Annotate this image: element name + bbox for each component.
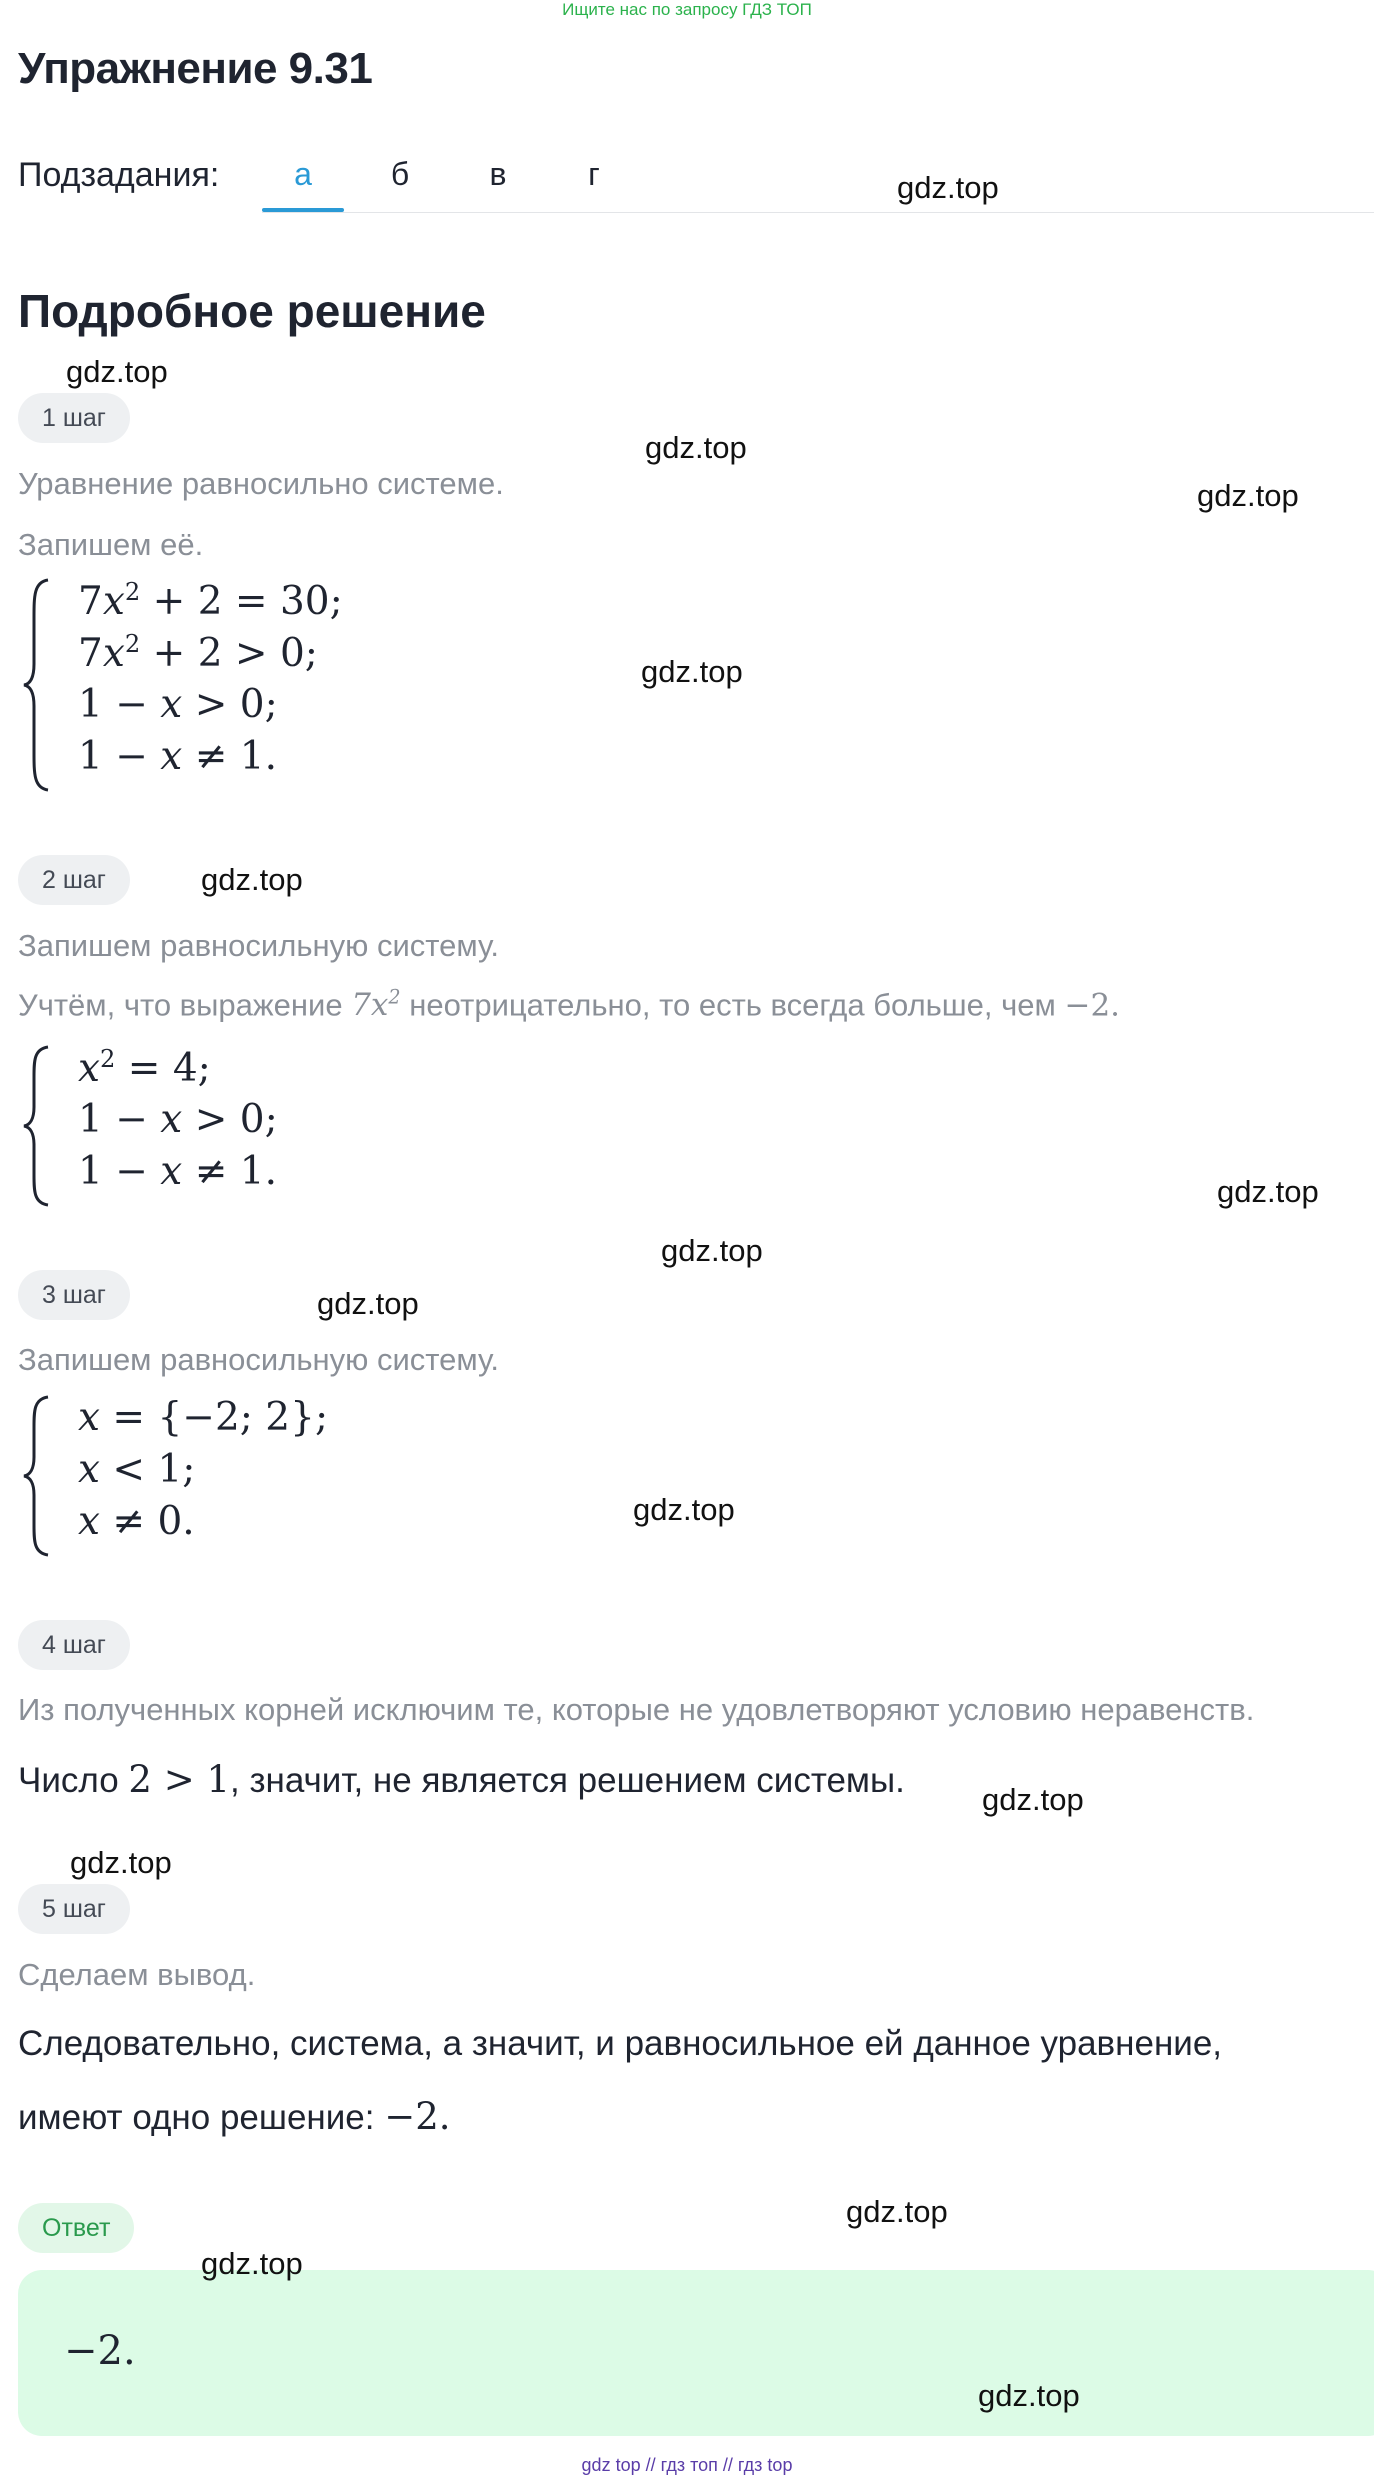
left-brace-icon (22, 578, 52, 792)
watermark: gdz.top (201, 2246, 303, 2281)
system-row: $x^2 = 4$; (78, 1045, 211, 1091)
watermark: gdz.top (317, 1286, 419, 1321)
step-5-conclusion-line-1: Следовательно, система, а значит, и равносильное ей данное уравнение, (18, 2024, 1223, 2063)
system-row: 1 − x ≠ 1. (78, 1149, 277, 1194)
answer-label: Ответ (18, 2203, 134, 2253)
step-4-text: Из полученных корней исключим те, которые не удовлетворяют условию неравенств. (18, 1692, 1255, 1727)
step-5-text: Сделаем вывод. (18, 1957, 256, 1992)
answer-value: −2. (64, 2328, 136, 2374)
top-banner: Ищите нас по запросу ГДЗ ТОП (562, 0, 812, 19)
tabs-divider (262, 212, 1374, 213)
watermark: gdz.top (978, 2378, 1080, 2413)
step-2-text: Запишем равносильную систему. (18, 928, 500, 963)
tab-b[interactable]: б (390, 156, 410, 192)
step-2-text-2: Учтём, что выражение $7x^2$ неотрицательно, то есть всегда больше, чем −2. (18, 986, 1121, 1024)
watermark: gdz.top (661, 1233, 763, 1268)
watermark: gdz.top (66, 354, 168, 389)
step-1-text: Уравнение равносильно системе. (18, 466, 504, 501)
section-title: Подробное решение (18, 285, 486, 337)
system-row: x < 1; (78, 1447, 196, 1492)
step-4-label: 4 шаг (18, 1620, 130, 1670)
system-row: $7x^2 + 2 = 30$; (78, 578, 343, 624)
watermark: gdz.top (1197, 478, 1299, 513)
answer-box (18, 2270, 1374, 2436)
step-4-text-2: Число 2 > 1, значит, не является решением системы. (18, 1758, 905, 1801)
system-row: $7x^2 + 2 > 0$; (78, 630, 318, 676)
watermark: gdz.top (846, 2194, 948, 2229)
watermark: gdz.top (1217, 1174, 1319, 1209)
left-brace-icon (22, 1395, 52, 1557)
left-brace-icon (22, 1045, 52, 1207)
step-2-label: 2 шаг (18, 855, 130, 905)
system-row: 1 − x > 0; (78, 682, 278, 727)
watermark: gdz.top (641, 654, 743, 689)
page-title: Упражнение 9.31 (18, 44, 373, 93)
step-5-label: 5 шаг (18, 1884, 130, 1934)
step-1-system (22, 578, 422, 793)
watermark: gdz.top (201, 862, 303, 897)
tab-v[interactable]: в (489, 156, 507, 192)
watermark: gdz.top (897, 170, 999, 205)
step-2-system (22, 1045, 422, 1207)
watermark: gdz.top (70, 1845, 172, 1880)
step-5-conclusion-line-2: имеют одно решение: −2. (18, 2095, 451, 2138)
system-row: 1 − x ≠ 1. (78, 734, 277, 779)
step-3-system (22, 1395, 422, 1557)
tab-a[interactable]: а (294, 156, 312, 192)
system-row: x = {−2; 2}; (78, 1395, 329, 1440)
watermark: gdz.top (982, 1782, 1084, 1817)
tab-g[interactable]: г (588, 156, 600, 192)
step-3-label: 3 шаг (18, 1270, 130, 1320)
watermark: gdz.top (633, 1492, 735, 1527)
step-1-text-2: Запишем её. (18, 527, 204, 562)
footer-links[interactable]: gdz top // гдз топ // гдз top (581, 2455, 793, 2475)
step-1-label: 1 шаг (18, 393, 130, 443)
watermark: gdz.top (645, 430, 747, 465)
subtasks-label: Подзадания: (18, 156, 220, 194)
system-row: 1 − x > 0; (78, 1097, 278, 1142)
system-row: x ≠ 0. (78, 1499, 195, 1544)
step-3-text: Запишем равносильную систему. (18, 1342, 500, 1377)
